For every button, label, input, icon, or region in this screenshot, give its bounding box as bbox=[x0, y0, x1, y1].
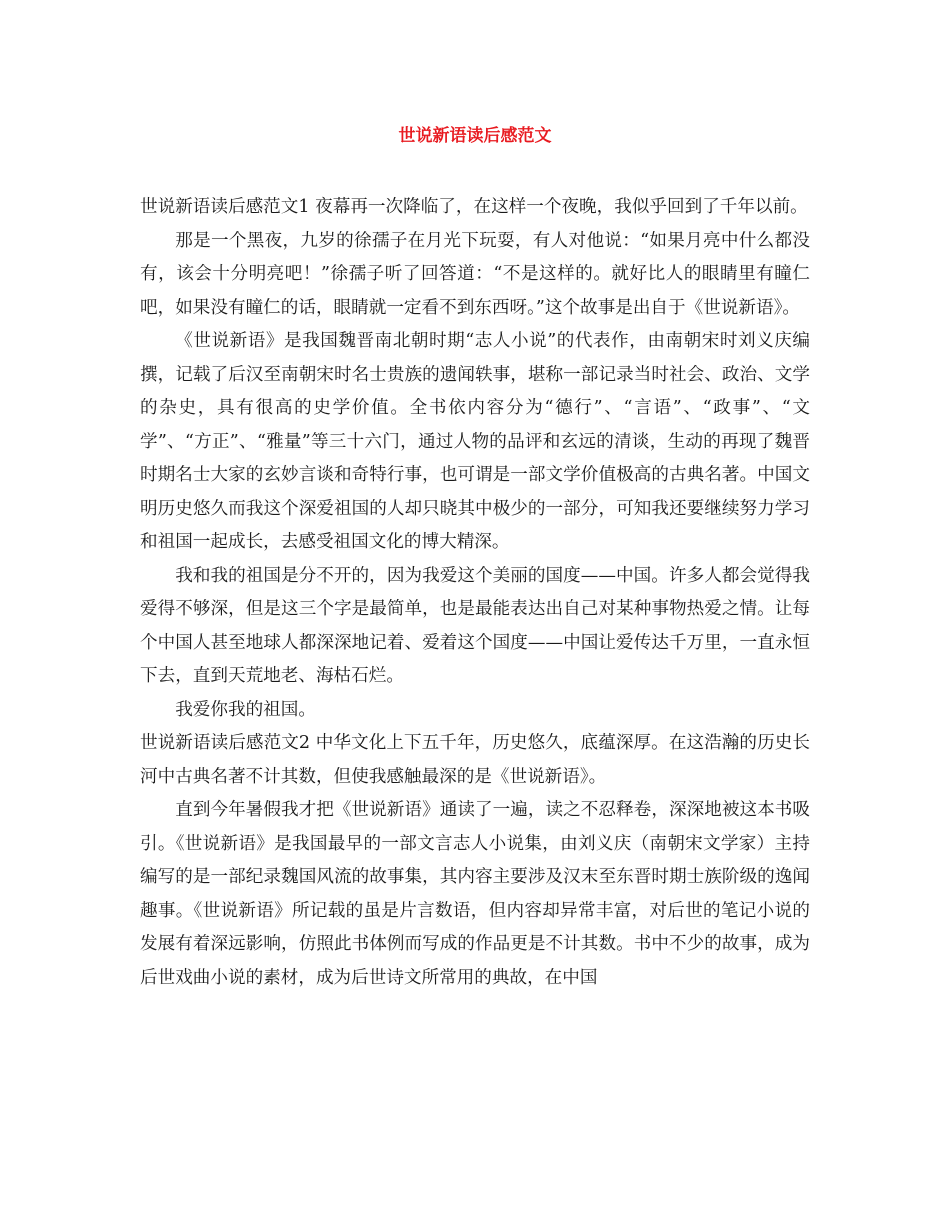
paragraph: 《世说新语》是我国魏晋南北朝时期“志人小说”的代表作，由南朝宋时刘义庆编撰，记载了后汉至南朝宋时名士贵族的遗闻轶事，堪称一部记录当时社会、政治、文学的杂史，具有很高的史学价值。全书依内容分为“德行”、“言语”、“政事”、“文学”、“方正”、“雅量”等三十六门，通过人物的品评和玄远的清谈，生动的再现了魏晋时期名士大家的玄妙言谈和奇特行事，也可谓是一部文学价值极高的古典名著。中国文明历史悠久而我这个深爱祖国的人却只晓其中极少的一部分，可知我还要继续努力学习和祖国一起成长，去感受祖国文化的博大精深。 bbox=[140, 331, 810, 552]
section-heading: 世说新语读后感范文2 bbox=[140, 733, 311, 753]
document-title: 世说新语读后感范文 bbox=[398, 126, 552, 146]
paragraph-text: 夜幕再一次降临了，在这样一个夜晚，我似乎回到了千年以前。 bbox=[315, 197, 808, 217]
paragraph: 我爱你我的祖国。 bbox=[175, 699, 316, 720]
paragraph: 直到今年暑假我才把《世说新语》通读了一遍，读之不忍释卷，深深地被这本书吸引。《世说新语》是我国最早的一部文言志人小说集，由刘义庆（南朝宋文学家）主持编写的是一部纪录魏国风流的故事集，其内容主要涉及汉末至东晋时期士族阶级的逸闻趣事。《世说新语》所记载的虽是片言数语，但内容却异常丰富，对后世的笔记小说的发展有着深远影响，仿照此书体例而写成的作品更是不计其数。书中不少的故事，成为后世戏曲小说的素材，成为后世诗文所常用的典故，在中国 bbox=[140, 800, 810, 988]
document-body bbox=[140, 191, 810, 995]
section-heading: 世说新语读后感范文1 bbox=[140, 197, 310, 217]
section-2-opening bbox=[140, 727, 810, 794]
section-1-opening bbox=[140, 191, 810, 225]
paragraph-text: 中华文化上下五千年，历史悠久，底蕴深厚。在这浩瀚的历史长河中古典名著不计其数，但使我感触最深的是《世说新语》。 bbox=[140, 733, 810, 787]
paragraph: 我和我的祖国是分不开的，因为我爱这个美丽的国度——中国。许多人都会觉得我爱得不够深，但是这三个字是最简单，也是最能表达出自己对某种事物热爱之情。让每个中国人甚至地球人都深深地记着、爱着这个国度——中国让爱传达千万里，一直永恒下去，直到天荒地老、海枯石烂。 bbox=[140, 565, 810, 686]
paragraph: 那是一个黑夜，九岁的徐孺子在月光下玩耍，有人对他说：“如果月亮中什么都没有，该会十分明亮吧！”徐孺子听了回答道：“不是这样的。就好比人的眼睛里有瞳仁吧，如果没有瞳仁的话，眼睛就一定看不到东西呀。”这个故事是出自于《世说新语》。 bbox=[140, 230, 810, 318]
